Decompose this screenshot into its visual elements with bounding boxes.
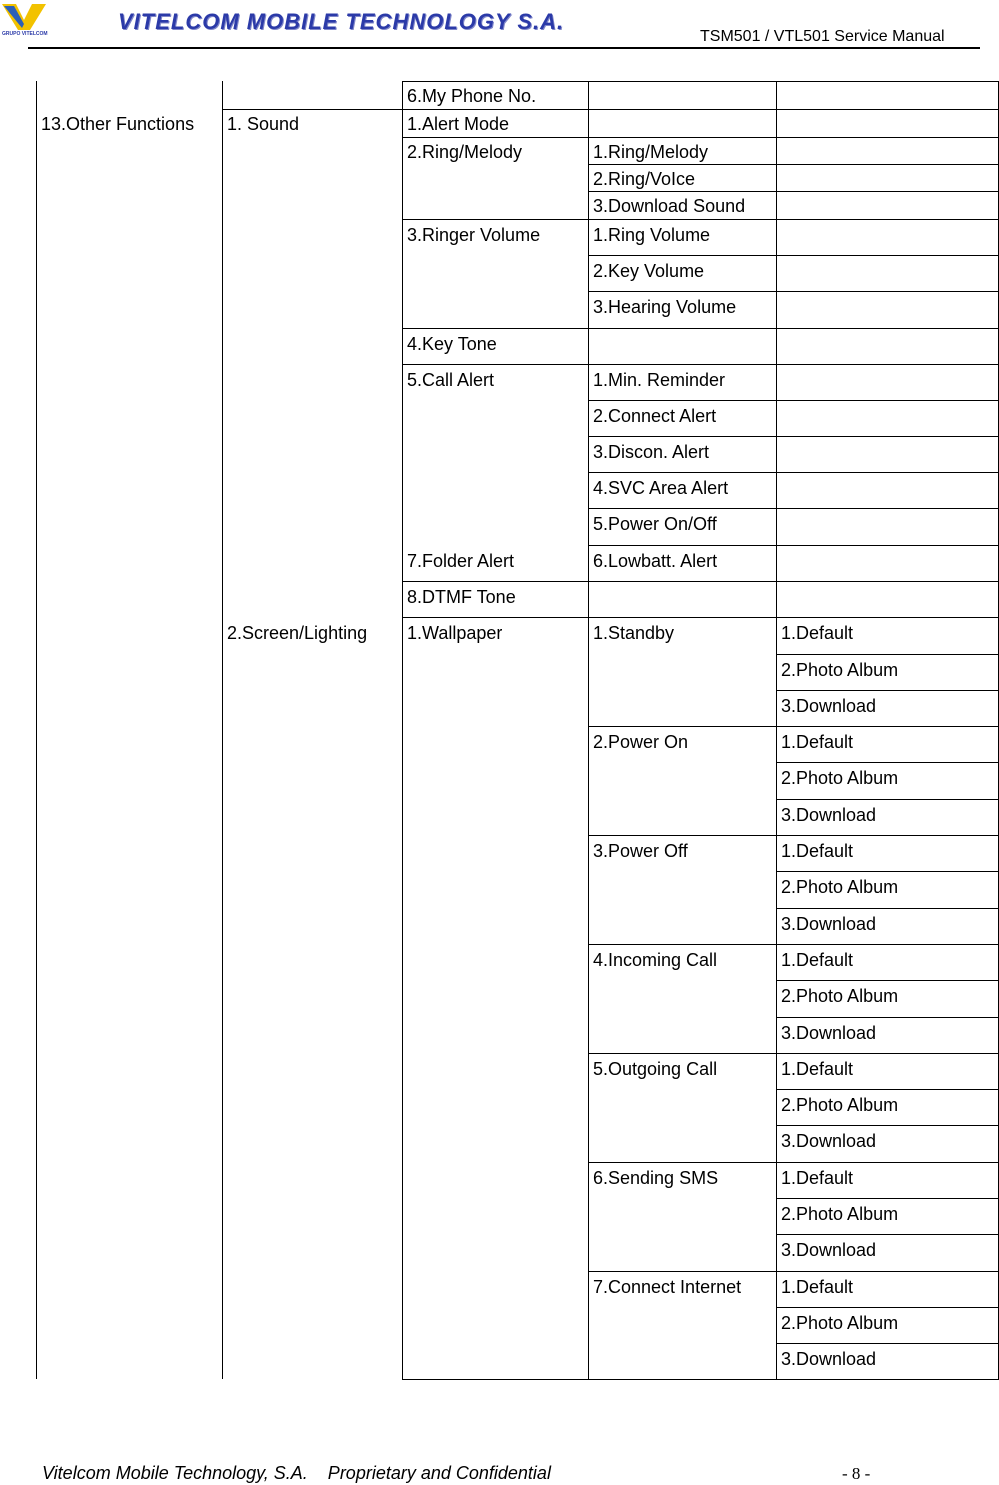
menu-cell-4: 2.Connect Alert	[593, 406, 717, 426]
table-rule	[776, 1198, 999, 1199]
menu-cell-5: 1.Default	[781, 1168, 854, 1188]
table-rule	[402, 219, 999, 220]
footer-company: Vitelcom Mobile Technology, S.A. Proprietary and Confidential	[42, 1463, 551, 1483]
manual-title: TSM501 / VTL501 Service Manual	[700, 28, 945, 45]
menu-cell-3: 5.Call Alert	[407, 370, 495, 390]
table-rule	[776, 654, 999, 655]
menu-cell-4: 6.Lowbatt. Alert	[593, 551, 718, 571]
table-rule	[402, 109, 999, 110]
menu-cell-5: 2.Photo Album	[781, 986, 899, 1006]
table-rule	[588, 1053, 999, 1054]
menu-cell-5: 1.Default	[781, 950, 854, 970]
menu-cell-4: 1.Ring/Melody	[593, 142, 709, 162]
table-rule	[588, 835, 999, 836]
menu-cell-4: 1.Min. Reminder	[593, 370, 726, 390]
table-rule	[588, 1271, 999, 1272]
table-rule	[222, 81, 223, 1379]
menu-cell-3: 3.Ringer Volume	[407, 225, 541, 245]
table-rule	[402, 137, 999, 138]
table-rule	[588, 255, 999, 256]
menu-cell-4: 5.Outgoing Call	[593, 1059, 718, 1079]
table-rule	[588, 508, 999, 509]
menu-cell-3: 8.DTMF Tone	[407, 587, 516, 607]
menu-cell-5: 2.Photo Album	[781, 768, 899, 788]
table-rule	[222, 109, 403, 110]
menu-cell-5: 3.Download	[781, 1131, 877, 1151]
menu-cell-4: 3.Download Sound	[593, 196, 746, 216]
menu-cell-4: 3.Discon. Alert	[593, 442, 710, 462]
menu-cell-2: 2.Screen/Lighting	[227, 623, 368, 643]
table-rule	[402, 364, 999, 365]
footer-page-number: - 8 -	[842, 1464, 871, 1483]
menu-cell-4: 2.Ring/VoIce	[593, 169, 696, 189]
menu-cell-3: 6.My Phone No.	[407, 86, 537, 106]
table-rule	[776, 1089, 999, 1090]
table-rule	[402, 617, 999, 618]
table-rule	[776, 690, 999, 691]
table-rule	[588, 164, 999, 165]
table-rule	[776, 1125, 999, 1126]
table-rule	[402, 81, 403, 1380]
menu-cell-4: 5.Power On/Off	[593, 514, 717, 534]
table-rule	[776, 81, 777, 1380]
menu-cell-5: 1.Default	[781, 732, 854, 752]
table-rule	[402, 328, 999, 329]
table-rule	[776, 980, 999, 981]
menu-cell-5: 3.Download	[781, 1023, 877, 1043]
table-rule	[588, 81, 589, 1380]
logo-caption: GRUPO VITELCOM	[2, 31, 48, 37]
table-rule	[36, 81, 37, 1379]
table-rule	[776, 908, 999, 909]
menu-cell-5: 3.Download	[781, 696, 877, 716]
menu-cell-4: 2.Power On	[593, 732, 689, 752]
menu-cell-5: 2.Photo Album	[781, 660, 899, 680]
table-rule	[588, 400, 999, 401]
table-rule	[588, 436, 999, 437]
table-rule	[402, 81, 999, 82]
menu-cell-3: 1.Wallpaper	[407, 623, 503, 643]
table-rule	[776, 1234, 999, 1235]
table-rule	[776, 1343, 999, 1344]
table-rule	[776, 1017, 999, 1018]
menu-cell-5: 2.Photo Album	[781, 877, 899, 897]
menu-cell-4: 1.Ring Volume	[593, 225, 711, 245]
menu-cell-4: 1.Standby	[593, 623, 675, 643]
menu-cell-5: 1.Default	[781, 623, 854, 643]
menu-cell-4: 7.Connect Internet	[593, 1277, 742, 1297]
menu-cell-5: 3.Download	[781, 914, 877, 934]
table-rule	[588, 944, 999, 945]
table-rule	[776, 871, 999, 872]
table-rule	[402, 1379, 999, 1380]
company-title: VITELCOM MOBILE TECHNOLOGY S.A.	[118, 9, 565, 34]
table-rule	[776, 1307, 999, 1308]
table-rule	[588, 191, 999, 192]
menu-cell-5: 1.Default	[781, 1277, 854, 1297]
menu-cell-3: 4.Key Tone	[407, 334, 497, 354]
menu-cell-4: 2.Key Volume	[593, 261, 705, 281]
table-rule	[588, 472, 999, 473]
menu-cell-3: 7.Folder Alert	[407, 551, 515, 571]
menu-cell-3: 1.Alert Mode	[407, 114, 510, 134]
menu-cell-4: 3.Power Off	[593, 841, 688, 861]
menu-cell-4: 6.Sending SMS	[593, 1168, 719, 1188]
menu-cell-2: 1. Sound	[227, 114, 300, 134]
menu-cell-4: 4.SVC Area Alert	[593, 478, 729, 498]
menu-cell-5: 2.Photo Album	[781, 1095, 899, 1115]
menu-cell-3: 2.Ring/Melody	[407, 142, 523, 162]
table-rule	[588, 726, 999, 727]
menu-cell-1: 13.Other Functions	[41, 114, 195, 134]
table-rule	[402, 581, 999, 582]
table-rule	[588, 291, 999, 292]
menu-cell-5: 3.Download	[781, 1349, 877, 1369]
menu-cell-5: 1.Default	[781, 841, 854, 861]
table-rule	[776, 799, 999, 800]
menu-cell-5: 2.Photo Album	[781, 1204, 899, 1224]
table-rule	[588, 545, 999, 546]
menu-cell-5: 1.Default	[781, 1059, 854, 1079]
menu-cell-5: 2.Photo Album	[781, 1313, 899, 1333]
menu-cell-5: 3.Download	[781, 1240, 877, 1260]
menu-cell-5: 3.Download	[781, 805, 877, 825]
menu-cell-4: 4.Incoming Call	[593, 950, 718, 970]
table-rule	[776, 762, 999, 763]
menu-cell-4: 3.Hearing Volume	[593, 297, 737, 317]
table-rule	[588, 1162, 999, 1163]
